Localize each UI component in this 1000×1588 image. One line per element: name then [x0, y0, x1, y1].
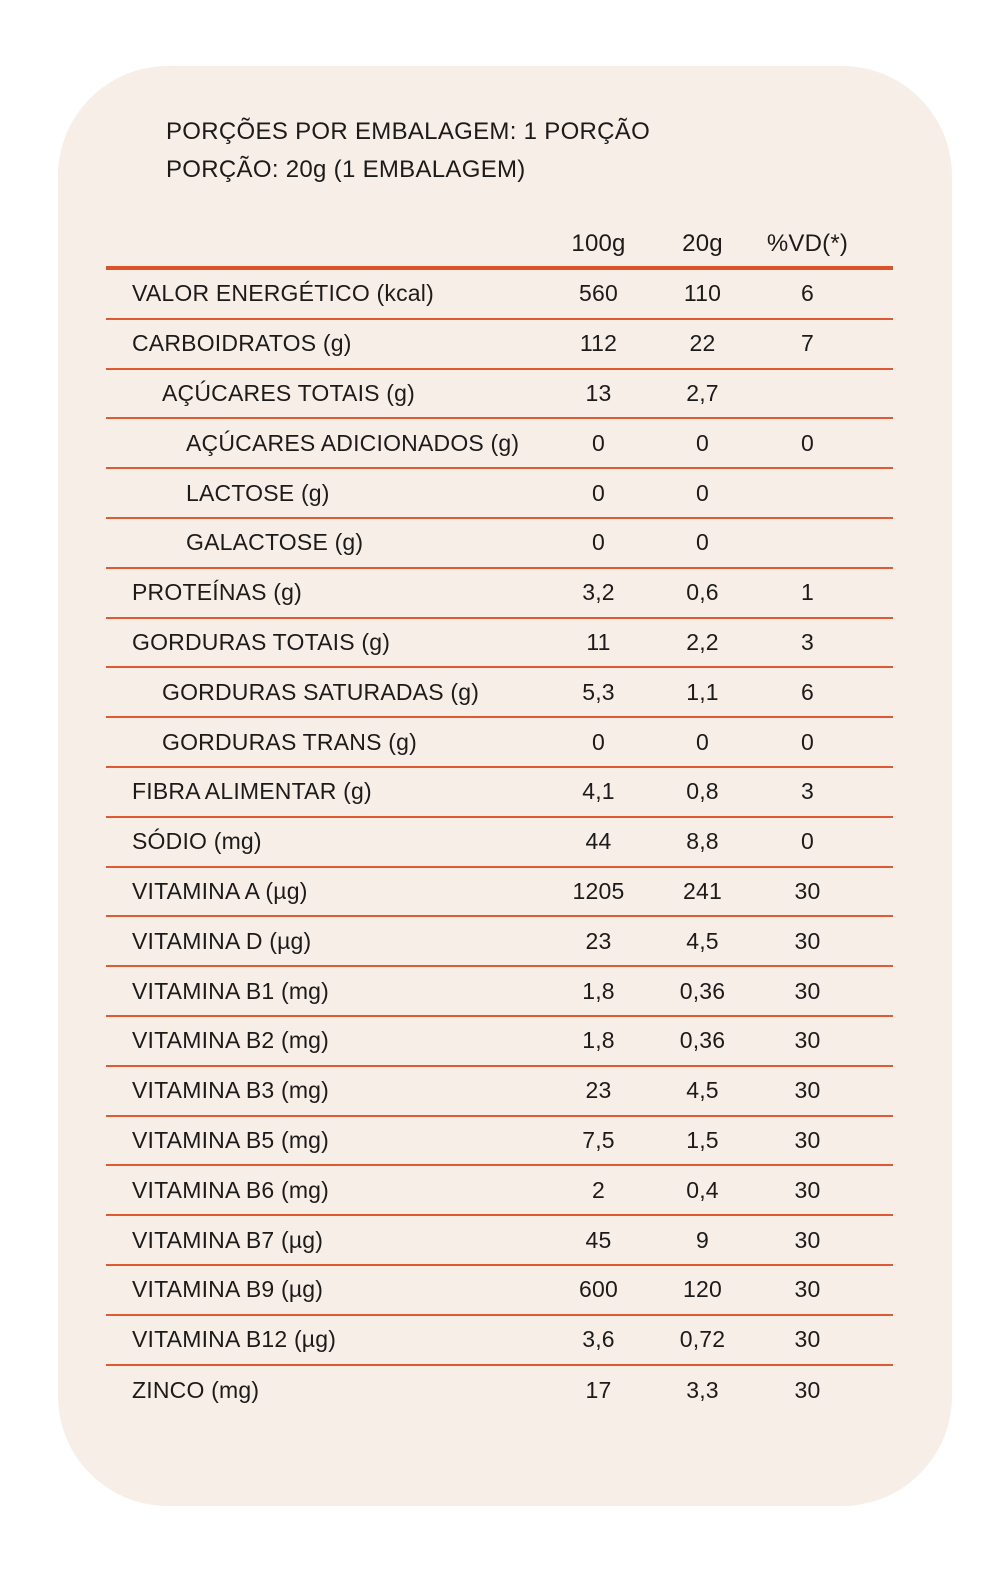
value-100g: 17: [585, 1376, 612, 1403]
value-100g: 600: [579, 1276, 618, 1303]
nutrient-label: SÓDIO (mg): [132, 828, 262, 855]
value-100g: 45: [585, 1226, 612, 1253]
value-100g: 23: [585, 927, 612, 954]
serving-size-text: PORÇÃO: 20g (1 EMBALAGEM): [166, 156, 526, 183]
value-vd: 30: [794, 927, 821, 954]
table-row: [106, 1166, 893, 1216]
value-vd: 0: [801, 828, 814, 855]
value-vd: 0: [801, 728, 814, 755]
value-20g: 22: [689, 330, 716, 357]
value-100g: 11: [586, 628, 611, 655]
value-100g: 23: [585, 1077, 612, 1104]
value-vd: 30: [794, 1376, 821, 1403]
table-header-row: [106, 220, 893, 270]
value-20g: 1,5: [686, 1126, 719, 1153]
value-vd: 30: [794, 1226, 821, 1253]
value-100g: 1,8: [582, 1027, 615, 1054]
table-row: [106, 1216, 893, 1266]
nutrition-label-card: [58, 66, 952, 1506]
nutrient-label: GORDURAS TRANS (g): [162, 728, 417, 755]
value-20g: 0,4: [686, 1176, 719, 1203]
value-20g: 0,6: [686, 579, 719, 606]
table-row: [106, 818, 893, 868]
value-20g: 3,3: [686, 1376, 719, 1403]
column-header-vd: %VD(*): [766, 230, 849, 257]
table-row: [106, 1117, 893, 1167]
nutrient-label: VITAMINA B12 (µg): [132, 1326, 337, 1353]
value-100g: 1205: [572, 877, 625, 904]
table-row: [106, 320, 893, 370]
nutrient-label: VITAMINA A (µg): [132, 877, 308, 904]
table-row: [106, 1366, 893, 1416]
value-20g: 0: [696, 529, 709, 556]
value-20g: 0,36: [679, 1027, 726, 1054]
nutrient-label: VITAMINA B5 (mg): [132, 1126, 330, 1153]
value-vd: 1: [801, 579, 814, 606]
value-100g: 3,2: [582, 579, 615, 606]
table-row: [106, 419, 893, 469]
value-100g: 5,3: [582, 678, 615, 705]
value-20g: 120: [683, 1276, 722, 1303]
nutrient-label: CARBOIDRATOS (g): [132, 330, 352, 357]
nutrient-label: VITAMINA D (µg): [132, 927, 312, 954]
nutrient-label: VITAMINA B9 (µg): [132, 1276, 324, 1303]
value-100g: 560: [579, 280, 618, 307]
servings-per-package-text: PORÇÕES POR EMBALAGEM: 1 PORÇÃO: [166, 118, 651, 145]
value-vd: 30: [794, 1276, 821, 1303]
value-20g: 1,1: [686, 678, 719, 705]
nutrient-label: PROTEÍNAS (g): [132, 579, 303, 606]
value-20g: 110: [683, 280, 722, 307]
table-row: [106, 718, 893, 768]
value-20g: 4,5: [686, 1077, 719, 1104]
nutrient-label: GORDURAS TOTAIS (g): [132, 628, 391, 655]
table-row: [106, 967, 893, 1017]
value-20g: 0,36: [679, 977, 726, 1004]
value-vd: 7: [801, 330, 814, 357]
value-20g: 8,8: [686, 828, 719, 855]
nutrient-label: VITAMINA B1 (mg): [132, 977, 330, 1004]
value-vd: 6: [801, 280, 814, 307]
nutrient-label: LACTOSE (g): [186, 479, 330, 506]
column-header-100g: 100g: [571, 230, 626, 257]
nutrient-label: ZINCO (mg): [132, 1376, 260, 1403]
value-20g: 2,7: [686, 379, 719, 406]
value-vd: 3: [801, 778, 814, 805]
nutrient-label: AÇÚCARES TOTAIS (g): [162, 379, 416, 406]
value-vd: 30: [794, 877, 821, 904]
nutrient-label: GALACTOSE (g): [186, 529, 364, 556]
table-row: [106, 917, 893, 967]
value-20g: 0: [696, 728, 709, 755]
table-row: [106, 619, 893, 669]
table-row: [106, 270, 893, 320]
nutrient-label: VITAMINA B6 (mg): [132, 1176, 330, 1203]
nutrient-label: VITAMINA B2 (mg): [132, 1027, 330, 1054]
table-body: [106, 270, 893, 1415]
value-100g: 44: [585, 828, 612, 855]
value-100g: 112: [579, 330, 618, 357]
value-vd: 3: [801, 628, 814, 655]
value-100g: 0: [592, 479, 605, 506]
table-row: [106, 768, 893, 818]
value-vd: 30: [794, 1326, 821, 1353]
nutrient-label: GORDURAS SATURADAS (g): [162, 678, 480, 705]
serving-info: [166, 113, 650, 189]
table-row: [106, 1067, 893, 1117]
value-20g: 0,72: [679, 1326, 726, 1353]
value-100g: 1,8: [582, 977, 615, 1004]
table-row: [106, 469, 893, 519]
table-row: [106, 868, 893, 918]
table-row: [106, 569, 893, 619]
value-100g: 2: [592, 1176, 605, 1203]
nutrition-table: [106, 220, 893, 1415]
value-100g: 4,1: [582, 778, 615, 805]
value-vd: 30: [794, 1027, 821, 1054]
table-row: [106, 1017, 893, 1067]
value-20g: 0,8: [686, 778, 719, 805]
value-20g: 9: [696, 1226, 709, 1253]
table-row: [106, 370, 893, 420]
table-row: [106, 1316, 893, 1366]
table-row: [106, 519, 893, 569]
value-100g: 7,5: [582, 1126, 615, 1153]
nutrient-label: VITAMINA B7 (µg): [132, 1226, 324, 1253]
nutrient-label: VITAMINA B3 (mg): [132, 1077, 330, 1104]
nutrient-label: FIBRA ALIMENTAR (g): [132, 778, 372, 805]
value-100g: 0: [592, 529, 605, 556]
table-row: [106, 668, 893, 718]
column-header-20g: 20g: [682, 230, 723, 257]
value-vd: 30: [794, 1077, 821, 1104]
value-100g: 13: [585, 379, 612, 406]
nutrient-label: AÇÚCARES ADICIONADOS (g): [186, 429, 520, 456]
value-20g: 0: [696, 429, 709, 456]
value-100g: 0: [592, 429, 605, 456]
value-20g: 241: [683, 877, 722, 904]
nutrient-label: VALOR ENERGÉTICO (kcal): [132, 280, 434, 307]
value-100g: 0: [592, 728, 605, 755]
value-vd: 30: [794, 1176, 821, 1203]
value-vd: 30: [794, 1126, 821, 1153]
table-row: [106, 1266, 893, 1316]
value-20g: 0: [696, 479, 709, 506]
value-100g: 3,6: [582, 1326, 615, 1353]
value-20g: 2,2: [686, 628, 719, 655]
value-vd: 30: [794, 977, 821, 1004]
value-20g: 4,5: [686, 927, 719, 954]
value-vd: 6: [801, 678, 814, 705]
value-vd: 0: [801, 429, 814, 456]
